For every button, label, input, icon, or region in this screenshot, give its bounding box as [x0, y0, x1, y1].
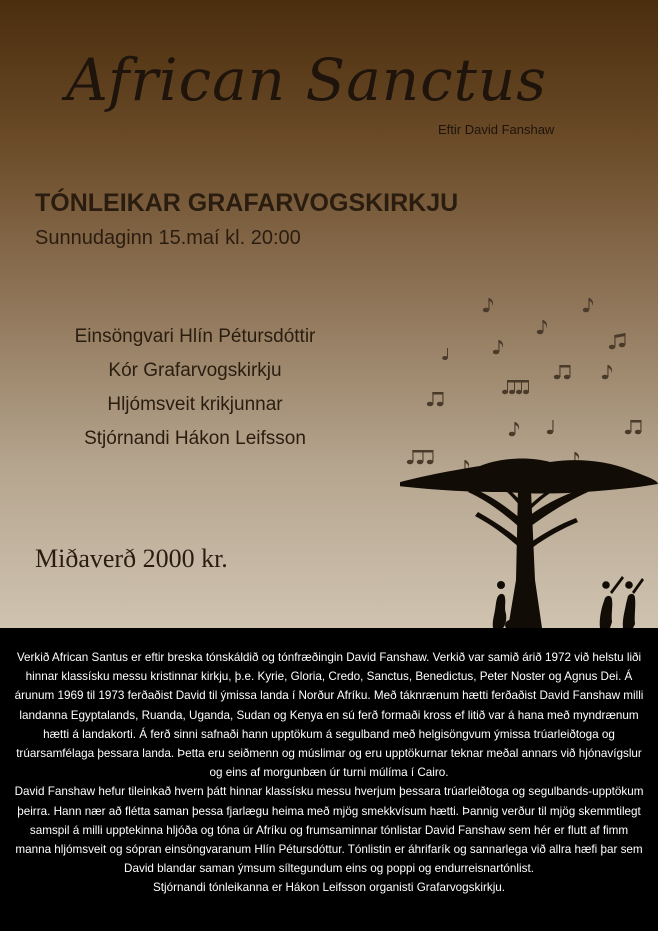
poster-title: African Sanctus	[66, 46, 548, 114]
description-panel	[0, 628, 658, 931]
music-note-icon	[625, 420, 642, 434]
poster-subtitle: Eftir David Fanshaw	[438, 122, 555, 137]
music-note-icon	[537, 320, 547, 334]
performer-orchestra: Hljómsveit krikjunnar	[107, 394, 283, 415]
savanna-illustration	[400, 280, 658, 628]
concert-date: Sunnudaginn 15.maí kl. 20:00	[35, 227, 301, 249]
music-note-icon	[483, 298, 493, 312]
music-note-icon	[609, 333, 626, 349]
music-note-icon	[602, 365, 612, 379]
music-note-icon	[407, 450, 434, 464]
description-paragraph: Stjórnandi tónleikanna er Hákon Leifsson organisti Grafarvogskirkju.	[152, 881, 506, 895]
performers-list	[30, 320, 360, 456]
music-notes	[407, 298, 642, 474]
description-text	[12, 648, 646, 898]
performer-choir: Kór Grafarvogskirkju	[108, 360, 282, 381]
music-note-icon	[554, 365, 571, 379]
music-note-icon	[583, 298, 593, 312]
performer-conductor: Stjórnandi Hákon Leifsson	[84, 428, 306, 449]
music-note-icon	[493, 340, 503, 354]
ticket-price: Miðaverð 2000 kr.	[35, 544, 228, 573]
concert-heading: TÓNLEIKAR GRAFARVOGSKIRKJU	[35, 189, 459, 217]
music-note-icon	[547, 420, 554, 434]
music-note-icon	[442, 348, 448, 360]
description-paragraph: David Fanshaw hefur tileinkað hvern þátt hinnar klassísku messu hverjum þessara trúarleiðtoga og segulbands-upptökum þeirra. Hann nær að flétta saman þessa fjarlægu heima með mjög smekkvísum hætti. Þannig verður til mjög skemmtilegt samspil á milli upptekinna hljóða og tóna úr Afríku og frumsaminnar tónlistar David Fanshaw sem hér er flutt af fimm manna hljómsveit og sópran einsöngvaranum Hlín Pétursdóttur. Tónlistin er áhrifarík og sannarlega við allra hæfi þar sem David blandar saman ýmsum síltegundum eins og poppi og endurreisnartónlist.	[14, 785, 644, 876]
music-note-icon	[502, 380, 529, 394]
performer-soloist: Einsöngvari Hlín Pétursdóttir	[74, 326, 316, 347]
description-paragraph: Verkið African Santus er eftir breska tónskáldið og tónfræðingin David Fanshaw. Verkið var samið árið 1972 við helstu liði hinnar klassísku messu kristinnar kirkju, þ.e. Kyrie, Gloria, Credo, Sanctus, Benedictus, Peter Noster og Agnus Dei. Á árunum 1969 til 1973 ferðaðist David til ýmissa landa í Norður Afríku. Með táknrænum hætti ferðaðist David Fanshaw milli landanna Egyptalands, Ruanda, Uganda, Sudan og Kenya en sú ferð formaði kross ef litið var á hana með myndrænum hætti á landakorti. Á ferð sinni safnaði hann upptökum á segulband með helgisöngvum ýmissa trúarleiðtoga og trúarsamfélaga þessara landa. Þetta eru seiðmenn og múslimar og eru upptökurnar teknar meðal annars við hjónavígslur og eins af morgunbæn úr turni múlíma í Cairo.	[14, 651, 644, 780]
acacia-tree-icon	[400, 459, 658, 628]
music-note-icon	[509, 422, 519, 436]
music-note-icon	[427, 392, 444, 406]
